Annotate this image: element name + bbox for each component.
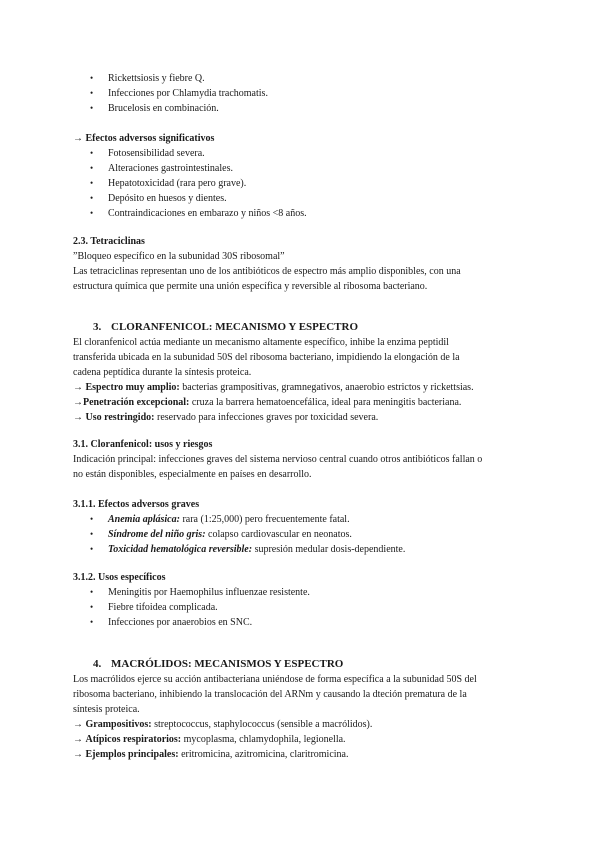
paragraph-line: síntesis proteica. — [73, 704, 140, 715]
list-item: • Depósito en huesos y dientes. — [73, 191, 533, 206]
list-item: • Fiebre tifoidea complicada. — [73, 600, 533, 615]
list-item: • Alteraciones gastrointestinales. — [73, 161, 533, 176]
paragraph-line: El cloranfenicol actúa mediante un mecanismo altamente específico, inhibe la enzima peptidil — [73, 337, 449, 348]
macrolidos-section — [73, 657, 533, 762]
tetraciclinas-section — [73, 234, 533, 294]
efectos-graves-section — [73, 497, 533, 557]
list-item: • Infecciones por anaerobios en SNC. — [73, 615, 533, 630]
arrow-point: → Ejemplos principales: eritromicina, azitromicina, claritromicina. — [73, 749, 349, 760]
list-item: • Infecciones por Chlamydia trachomatis. — [73, 86, 533, 101]
list-item: • Fotosensibilidad severa. — [73, 146, 533, 161]
paragraph-line: Indicación principal: infecciones graves del sistema nervioso central cuando otros antibióticos fallan o — [73, 454, 483, 465]
paragraph-line: ribosoma bacteriano, inhibiendo la translocación del ARNm y causando la dteción prematura de la — [73, 689, 467, 700]
section-title: 4. MACRÓLIDOS: MECANISMOS Y ESPECTRO — [93, 658, 344, 670]
arrow-point: → Grampositivos: streptococcus, staphylococcus (sensible a macrólidos). — [73, 719, 373, 730]
list-item: • Rickettsiosis y fiebre Q. — [73, 71, 533, 86]
paragraph-line: estructura química que permite una unión específica y reversible al ribosoma bacteriano. — [73, 281, 428, 292]
paragraph-line: cadena peptídica durante la síntesis proteica. — [73, 367, 252, 378]
tetra-adverse-section — [73, 131, 533, 221]
list-item: • Contraindicaciones en embarazo y niños <8 años. — [73, 206, 533, 221]
paragraph-line: no están disponibles, especialmente en países en desarrollo. — [73, 469, 312, 480]
section-title: 3. CLORANFENICOL: MECANISMO Y ESPECTRO — [93, 321, 359, 333]
usos-especificos-section — [73, 570, 533, 630]
quote: ”Bloqueo específico en la subunidad 30S ribosomal” — [73, 251, 285, 262]
paragraph-line: Los macrólidos ejerce su acción antibacteriana uniéndose de forma específica a la subunidad 50S del — [73, 674, 477, 685]
list-item: • Brucelosis en combinación. — [73, 101, 533, 116]
arrow-point: → Uso restringido: reservado para infecciones graves por toxicidad severa. — [73, 412, 379, 423]
list-item: • Meningitis por Haemophilus influenzae resistente. — [73, 585, 533, 600]
section-heading: 3.1.1. Efectos adversos graves — [73, 499, 200, 510]
list-item: • Síndrome del niño gris: colapso cardiovascular en neonatos. — [73, 527, 533, 542]
section-heading: → Efectos adversos significativos — [73, 133, 215, 144]
arrow-point: → Espectro muy amplio: bacterias grampositivas, gramnegativos, anaerobio estrictos y rickettsias. — [73, 382, 474, 393]
list-item: • Anemia aplásica: rara (1:25,000) pero frecuentemente fatal. — [73, 512, 533, 527]
list-item: • Toxicidad hematológica reversible: supresión medular dosis-dependiente. — [73, 542, 533, 557]
cloranfenicol-section — [73, 320, 533, 425]
arrow-point: →Penetración excepcional: cruza la barrera hematoencefálica, ideal para meningitis bacteriana. — [73, 397, 462, 408]
list-item: • Hepatotoxicidad (rara pero grave). — [73, 176, 533, 191]
section-heading: 3.1.2. Usos específicos — [73, 572, 166, 583]
section-heading: 3.1. Cloranfenicol: usos y riesgos — [73, 439, 213, 450]
cloran-usos-section — [73, 437, 533, 482]
top-bullet-list — [73, 71, 533, 116]
paragraph-line: Las tetraciclinas representan uno de los antibióticos de espectro más amplio disponibles, con una — [73, 266, 461, 277]
section-heading: 2.3. Tetraciclinas — [73, 236, 145, 247]
arrow-point: → Atípicos respiratorios: mycoplasma, chlamydophila, legionella. — [73, 734, 346, 745]
paragraph-line: transferida ubicada en la subunidad 50S del ribosoma bacteriano, impidiendo la elongación de la — [73, 352, 460, 363]
